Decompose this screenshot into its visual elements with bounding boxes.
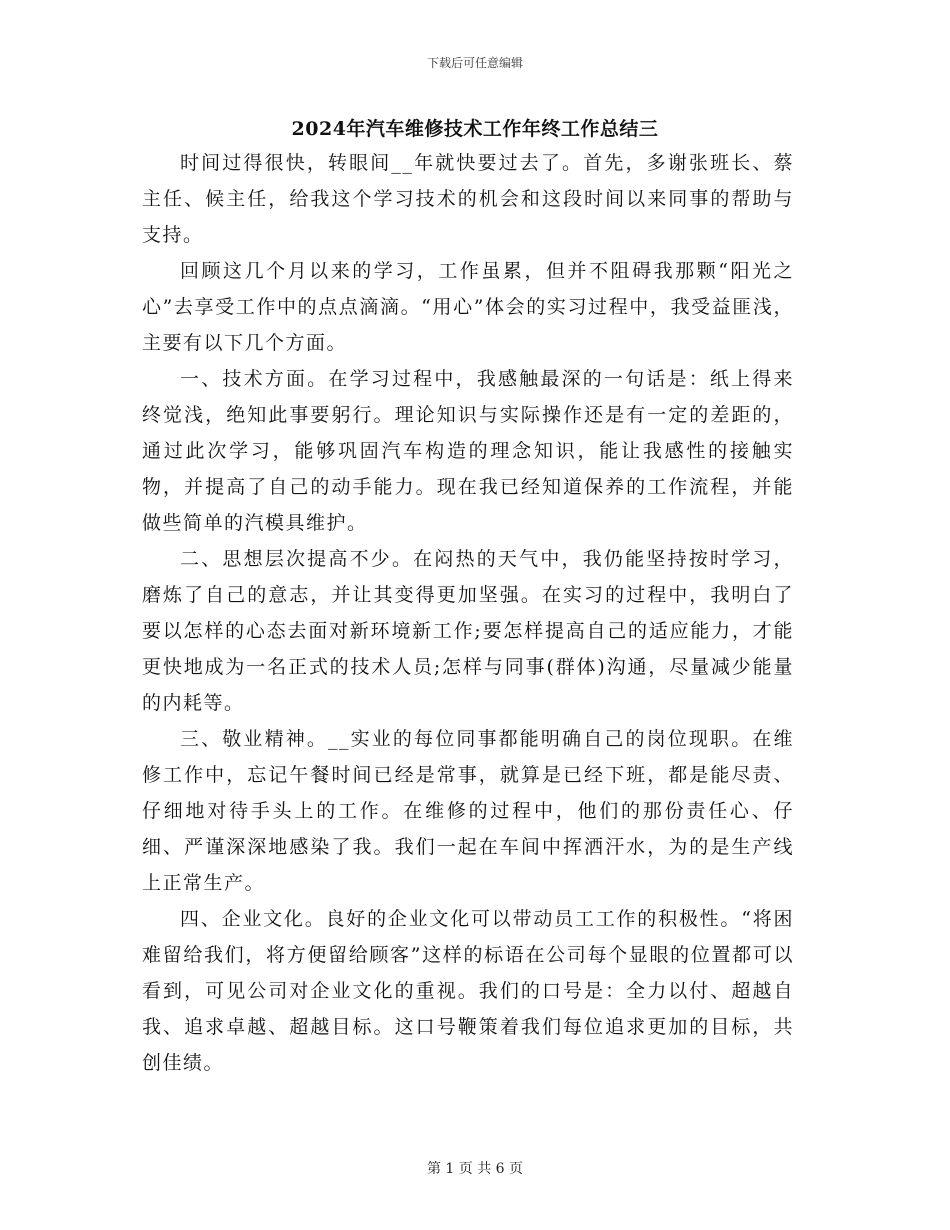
paragraph-review: 回顾这几个月以来的学习，工作虽累，但并不阻碍我那颗“阳光之心”去享受工作中的点点滴滴。“用心”体会的实习过程中，我受益匪浅，主要有以下几个方面。 bbox=[142, 260, 794, 354]
page-header-note: 下载后可任意编辑 bbox=[426, 56, 523, 70]
paragraph-mindset: 二、思想层次提高不少。在闷热的天气中，我仍能坚持按时学习，磨炼了自己的意志，并让其变得更加坚强。在实习的过程中，我明白了要以怎样的心态去面对新环境新工作;要怎样提高自己的适应能力，才能更快地成为一名正式的技术人员;怎样与同事(群体)沟通，尽量减少能量的内耗等。 bbox=[142, 548, 794, 714]
paragraph-dedication: 三、敬业精神。__实业的每位同事都能明确自己的岗位现职。在维修工作中，忘记午餐时间已经是常事，就算是已经下班，都是能尽责、仔细地对待手头上的工作。在维修的过程中，他们的那份责任心、仔细、严谨深深地感染了我。我们一起在车间中挥洒汗水，为的是生产线上正常生产。 bbox=[142, 728, 794, 894]
paragraph-technical: 一、技术方面。在学习过程中，我感触最深的一句话是：纸上得来终觉浅，绝知此事要躬行。理论知识与实际操作还是有一定的差距的，通过此次学习，能够巩固汽车构造的理念知识，能让我感性的接触实物，并提高了自己的动手能力。现在我已经知道保养的工作流程，并能做些简单的汽模具维护。 bbox=[142, 368, 794, 534]
paragraph-intro: 时间过得很快，转眼间__年就快要过去了。首先，多谢张班长、蔡主任、候主任，给我这个学习技术的机会和这段时间以来同事的帮助与支持。 bbox=[142, 152, 794, 246]
paragraph-culture: 四、企业文化。良好的企业文化可以带动员工工作的积极性。“将困难留给我们，将方便留给顾客”这样的标语在公司每个显眼的位置都可以看到，可见公司对企业文化的重视。我们的口号是：全力以付、超越自我、追求卓越、超越目标。这口号鞭策着我们每位追求更加的目标，共创佳绩。 bbox=[142, 908, 794, 1074]
page-number: 第 1 页 共 6 页 bbox=[426, 1161, 524, 1177]
document-body bbox=[142, 145, 794, 1081]
document-title: 2024年汽车维修技术工作年终工作总结三 bbox=[291, 118, 659, 140]
